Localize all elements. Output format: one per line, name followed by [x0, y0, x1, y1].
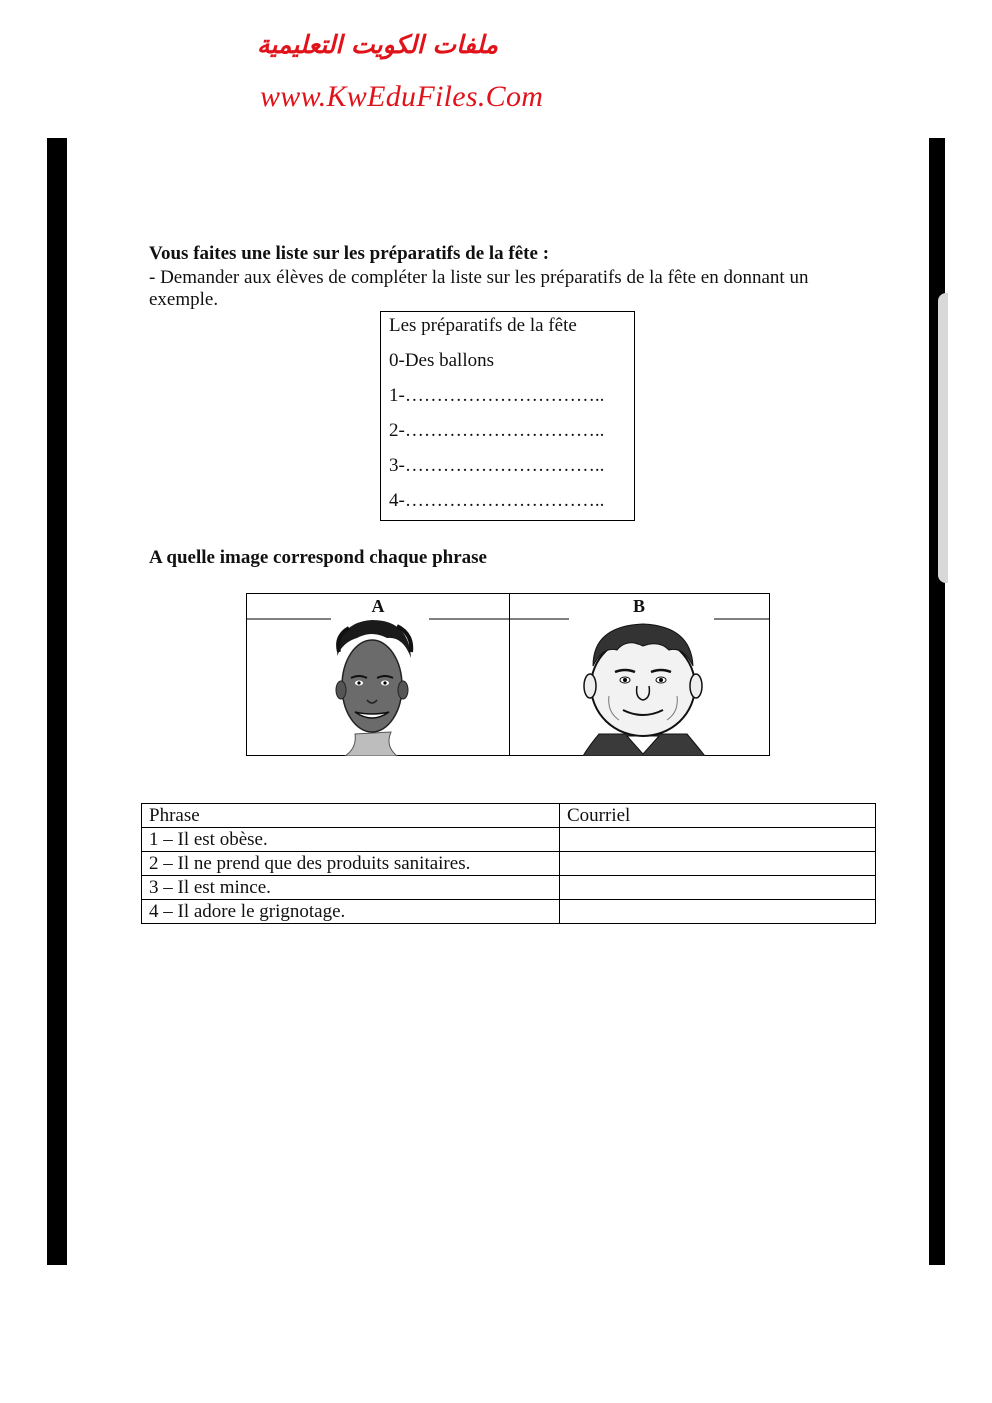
section1-instruction: - Demander aux élèves de compléter la liste sur les préparatifs de la fête en donnant un exemple. [149, 267, 809, 310]
prep-list-item: 1-………………………….. [389, 385, 605, 406]
answer-cell[interactable] [560, 852, 876, 876]
image-column-a [247, 594, 510, 755]
header-courriel: Courriel [560, 804, 876, 828]
table-row [142, 828, 876, 852]
image-label-a: A [371, 596, 385, 616]
table-header-row [142, 804, 876, 828]
answer-cell[interactable] [560, 876, 876, 900]
phrase-cell: 2 – Il ne prend que des produits sanitaires. [142, 852, 560, 876]
answer-cell[interactable] [560, 900, 876, 924]
fat-face-illustration [579, 616, 709, 756]
table-row [142, 876, 876, 900]
phrase-cell: 4 – Il adore le grignotage. [142, 900, 560, 924]
phrase-cell: 1 – Il est obèse. [142, 828, 560, 852]
prep-list-item: 0-Des ballons [389, 350, 495, 371]
watermark-url: www.KwEduFiles.Com [260, 80, 544, 113]
prep-list-item: 2-………………………….. [389, 420, 605, 441]
answer-cell[interactable] [560, 828, 876, 852]
prep-list-header: Les préparatifs de la fête [389, 315, 577, 336]
left-border-bar [47, 138, 67, 1265]
prep-list-item: 4-………………………….. [389, 490, 605, 511]
image-label-b: B [632, 596, 645, 616]
preparations-list-box [380, 311, 635, 521]
prep-list-item: 3-………………………….. [389, 455, 605, 476]
section2-title: A quelle image correspond chaque phrase [149, 547, 487, 568]
thin-face-illustration [327, 616, 437, 756]
image-table [246, 593, 770, 756]
scroll-handle[interactable] [938, 293, 948, 583]
watermark-arabic: ملفات الكويت التعليمية [256, 30, 499, 59]
table-row [142, 900, 876, 924]
phrase-cell: 3 – Il est mince. [142, 876, 560, 900]
section1-title: Vous faites une liste sur les préparatifs de la fête : [149, 243, 550, 264]
image-column-b [509, 594, 769, 755]
phrase-table [141, 803, 876, 924]
table-row [142, 852, 876, 876]
header-phrase: Phrase [142, 804, 560, 828]
